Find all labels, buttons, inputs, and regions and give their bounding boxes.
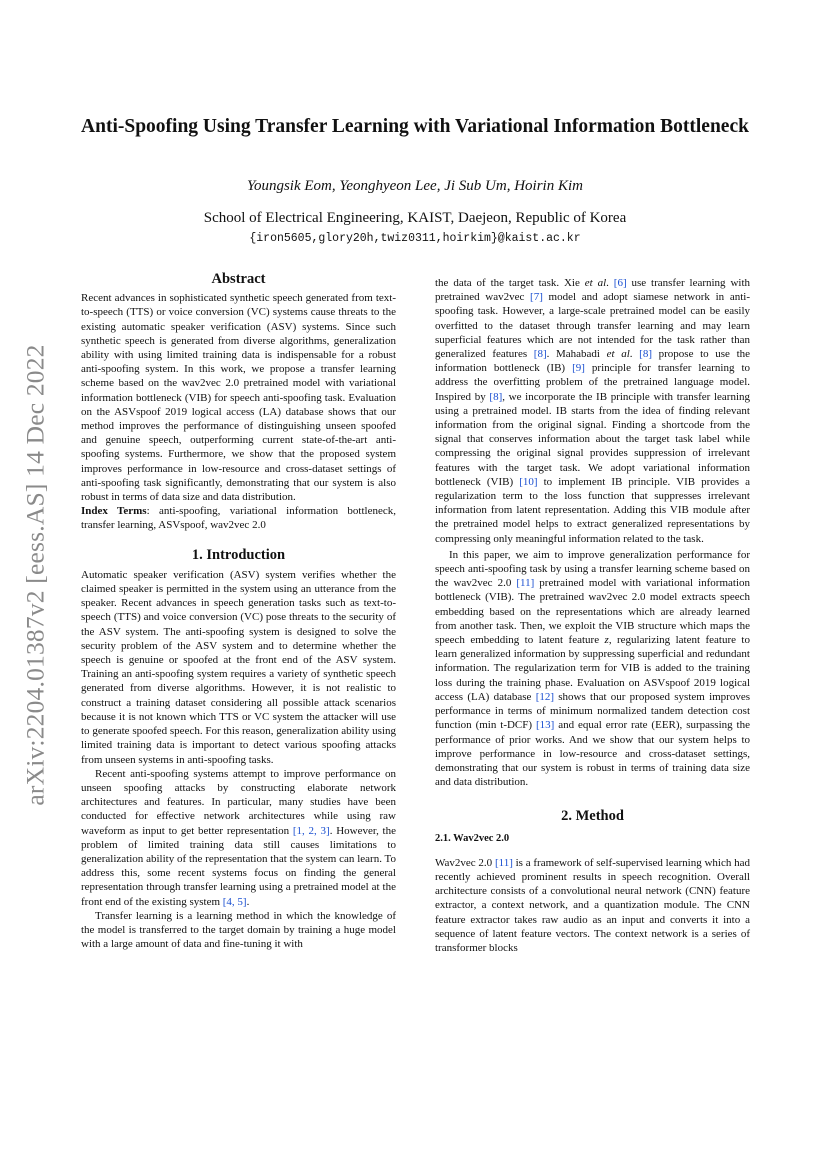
citation-link[interactable]: [9]: [572, 362, 585, 375]
index-terms-label: Index Terms: [81, 505, 147, 518]
citation-link[interactable]: [11]: [494, 856, 513, 869]
intro-p4-text-j: to implement IB principle. VIB provides a regularization term to the loss function that suppresses irrelevant information from latent representation. Adding this VIB module after the pretrained model helps to extract generalized representations by compressing only meaningful information related to the task.: [435, 475, 750, 545]
method-paragraph-1: [435, 856, 750, 955]
intro-p5-text-d: shows that our proposed system improves performance in terms of minimum normalized tandem detection cost function (min t-DCF): [435, 690, 751, 732]
author-list: Youngsik Eom, Yeonghyeon Lee, Ji Sub Um, Hoirin Kim: [247, 178, 583, 194]
citation-link[interactable]: [11]: [516, 577, 535, 590]
abstract-heading: Abstract: [211, 271, 266, 287]
citation-link[interactable]: [1, 2, 3]: [292, 824, 330, 837]
left-column: [81, 272, 396, 951]
method-p1-text-a: Wav2vec 2.0: [435, 856, 495, 869]
intro-p4-text-b: .: [606, 277, 614, 289]
et-al: et al: [606, 348, 630, 361]
arxiv-identifier: arXiv:2204.01387v2 [eess.AS] 14 Dec 2022: [21, 344, 51, 806]
index-terms-text: : anti-spoofing, variational information bottleneck, transfer learning, ASVspoof, wav2vec 2.0: [81, 505, 396, 532]
paper-title: Anti-Spoofing Using Transfer Learning with Variational Information Bottleneck: [81, 116, 749, 137]
intro-p4-text-e: . Mahabadi: [546, 348, 607, 361]
citation-link[interactable]: [10]: [519, 475, 538, 488]
citation-link[interactable]: [8]: [639, 348, 652, 361]
citation-link[interactable]: [12]: [535, 690, 555, 703]
intro-p2-text-c: .: [246, 895, 250, 908]
intro-paragraph-2: [81, 767, 396, 909]
method-p1-text-b: is a framework of self-supervised learning which had recently achieved prominent results in speech recognition. Overall architecture consists of a convolutional neural network (CNN) feature extractor, a context network, and a quantization module. The CNN feature extractor takes raw audio as an input and converts it into a sequence of latent feature vectors. The context network is a series of transformer blocks: [435, 856, 750, 954]
intro-p2-text-b: . However, the problem of limited training data still causes limitations to generalization ability of the representation that the system can learn. To address this, some recent systems focus on finding the general representation through transfer learning using a pretrained model at the front end of the existing system: [81, 824, 396, 908]
intro-p4-text-i: , we incorporate the IB principle with transfer learning using a pretrained model. IB starts from the idea of finding relevant information from the original signal. Finding a shortcode from the signal that conserves information about the target task label while compressing the original signal provides suppression of irrelevant features with the target task. We adopt variational information bottleneck (VIB): [435, 390, 751, 488]
intro-paragraph-3: Transfer learning is a learning method in which the knowledge of the model is transferred to the target domain by training a huge model with a large amount of data and fine-tuning it with: [81, 909, 396, 951]
citation-link[interactable]: [8]: [533, 348, 547, 361]
intro-paragraph-4: [435, 276, 750, 546]
introduction-heading: 1. Introduction: [191, 546, 286, 563]
arxiv-margin-stamp: [16, 265, 56, 885]
latent-variable-z: z: [604, 634, 609, 647]
citation-link[interactable]: [8]: [489, 390, 503, 403]
index-terms: [81, 504, 396, 532]
method-heading: 2. Method: [561, 808, 624, 825]
citation-link[interactable]: [7]: [530, 291, 543, 304]
citation-link[interactable]: [4, 5]: [222, 895, 247, 908]
author-emails: {iron5605,glory20h,twiz0311,hoirkim}@kaist.ac.kr: [249, 232, 581, 245]
intro-paragraph-5: [435, 548, 750, 789]
intro-p4-text-a: the data of the target task. Xie: [435, 277, 585, 289]
intro-p4-text-f: .: [629, 348, 640, 361]
intro-p5-text-e: and equal error rate (EER), surpassing the performance of prior works. And we show that our system helps to improve performance in low-resource and cross-dataset settings, demonstrating that our system is robust in terms of training data size and data distribution.: [435, 719, 750, 789]
intro-p4-text-h: principle for transfer learning to address the overfitting problem of the pretrained language model. Inspired by: [435, 362, 751, 403]
affiliation: School of Electrical Engineering, KAIST, Daejeon, Republic of Korea: [203, 210, 627, 226]
intro-p5-text-a: In this paper, we aim to improve generalization performance for speech anti-spoofing task by using a transfer learning scheme based on the wav2vec 2.0: [435, 548, 750, 590]
et-al: et al: [584, 277, 607, 289]
intro-p5-text-c: , regularizing latent feature to learn generalized information by suppressing superficial and redundant information. The regularization term for VIB is added to the training loss during the training phase. Evaluation on ASVspoof 2019 logical access (LA) database: [435, 634, 750, 703]
abstract-text: Recent advances in sophisticated synthetic speech generated from text-to-speech (TTS) or voice conversion (VC) systems cause threats to the existing automatic speaker verification (ASV) systems. Since such synthetic speech is generated from diverse algorithms, generalization ability with using limited training data is indispensable for a robust anti-spoofing system. In this work, we propose a transfer learning scheme based on the wav2vec 2.0 pretrained model with variational information bottleneck (VIB) for speech anti-spoofing task. Evaluation on the ASVspoof 2019 logical access (LA) database shows that our method improves the performance of distinguishing unseen spoofed and genuine speech, outperforming current state-of-the-art anti-spoofing systems. Furthermore, we show that the proposed system improves performance in low-resource and cross-dataset settings of anti-spoofing task significantly, demonstrating that our system is also robust in terms of data size and data distribution.: [81, 292, 396, 504]
intro-p4-text-g: propose to use the information bottleneck (IB): [435, 348, 751, 375]
citation-link[interactable]: [13]: [535, 719, 555, 732]
intro-p4-text-d: model and adopt siamese network in anti-spoofing task. However, a large-scale pretrained model can be easily overfitted to the dataset through transfer learning and may learn superficial features which are not intended for the task rather than generalized features: [435, 291, 750, 361]
intro-p2-text-a: Recent anti-spoofing systems attempt to improve performance on unseen spoofing attacks by constructing elaborate network architectures and features. In particular, many studies have been conducted for effective network architectures while using raw waveform as input to get better representation: [81, 767, 396, 837]
intro-p5-text-b: pretrained model with variational information bottleneck (VIB). The pretrained wav2vec 2.0 model extracts speech embedding based on the representations which are already learned from another task. Then, we exploit the VIB structure which maps the speech embedding to latent feature: [435, 577, 751, 647]
intro-paragraph-1: Automatic speaker verification (ASV) system verifies whether the claimed speaker is permitted in the system using an utterance from the speaker. Recent advances in speech generation tasks such as text-to-speech (TTS) and voice conversion (VC) pose threats to the security of the ASV system. The anti-spoofing system is designed to solve the security problem of the ASV system and to determine whether the speech is genuine or spoofed at the front end of the ASV system. Training an anti-spoofing system requires a variety of synthetic speech generated from diverse algorithms. However, it is not realistic to construct a training dataset considering all possible attack scenarios because it is not known which TTS or VC system the attacker will use to generate spoofed speech. For this reason, generalization ability using limited training data is important to detect various spoofing attacks from unseen systems in anti-spoofing tasks.: [81, 568, 396, 766]
citation-link[interactable]: [6]: [613, 277, 627, 289]
subsection-heading: 2.1. Wav2vec 2.0: [435, 832, 510, 844]
right-column: [435, 276, 750, 955]
intro-p4-text-c: use transfer learning with pretrained wav2vec: [435, 277, 750, 304]
